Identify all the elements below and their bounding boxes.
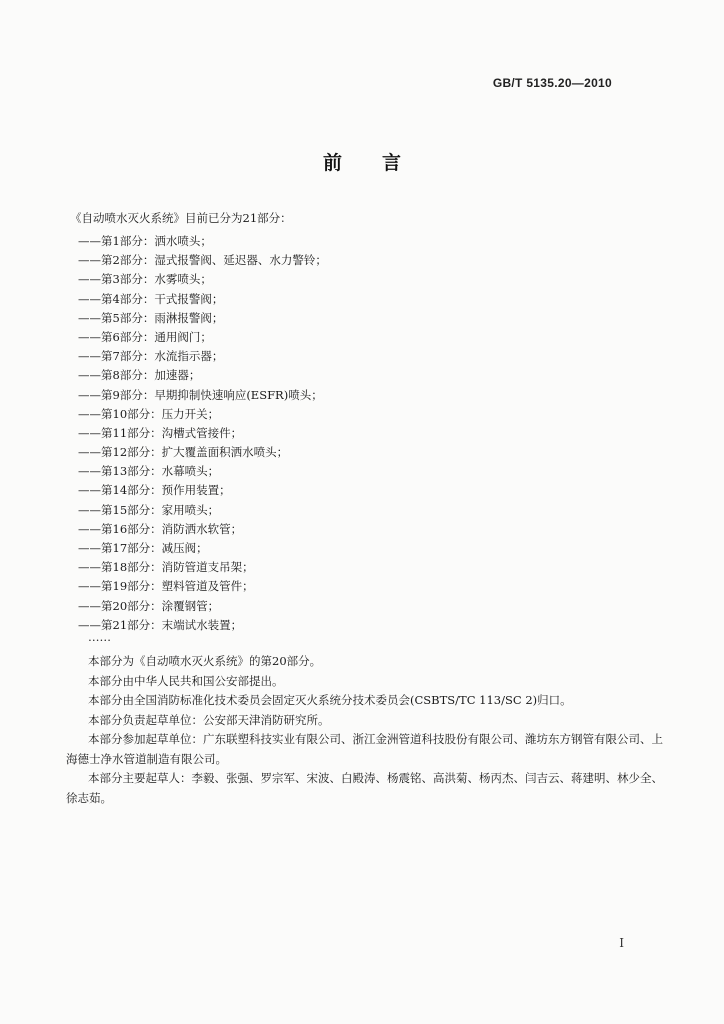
body-text [66,652,666,808]
page-number: I [619,936,624,950]
parts-list [78,232,327,635]
page-title: 前言 [322,152,441,174]
list-item: ——第5部分：雨淋报警阀； [78,310,224,325]
list-item: ——第6部分：通用阀门； [78,329,212,344]
list-item: ——第14部分：预作用装置； [78,483,231,498]
list-item: ——第17部分：减压阀； [78,541,208,555]
list-item: ——第12部分：扩大覆盖面积洒水喷头； [78,445,289,460]
list-item: ——第11部分：沟槽式管接件； [78,425,243,440]
list-item: ——第15部分：家用喷头； [78,502,220,517]
paragraph: 本部分由全国消防标准化技术委员会固定灭火系统分技术委员会(CSBTS/TC 113/SC 2)归口。 [88,693,572,707]
list-item: ——第1部分：洒水喷头； [78,234,212,248]
list-item: ——第3部分：水雾喷头； [78,272,212,287]
list-item: ——第16部分：消防洒水软管； [78,521,243,536]
paragraph: 本部分由中华人民共和国公安部提出。 [88,673,284,688]
list-item: ——第9部分：早期抑制快速响应(ESFR)喷头； [78,387,323,402]
list-item: ——第21部分：末端试水装置； [78,617,243,632]
list-item: ——第2部分：湿式报警阀、延迟器、水力警铃； [78,253,327,268]
paragraph: 本部分为《自动喷水灭火系统》的第20部分。 [88,654,322,668]
standard-number: GB/T 5135.20—2010 [492,76,612,90]
list-item: ——第10部分：压力开关； [78,406,220,421]
list-item: ——第13部分：水幕喷头； [78,464,220,479]
list-item: ——第7部分：水流指示器； [78,349,224,364]
paragraph: 本部分参加起草单位：广东联塑科技实业有限公司、浙江金洲管道科技股份有限公司、潍坊东方钢管有限公司、上海德士净水管道制造有限公司。 [66,732,663,766]
intro-line: 《自动喷水灭火系统》目前已分为21部分： [70,211,292,225]
ellipsis: …… [88,630,111,644]
paragraph: 本部分主要起草人：李毅、张强、罗宗军、宋波、白殿涛、杨震铭、高洪菊、杨丙杰、闫吉云、蒋建明、林少全、徐志茹。 [66,771,663,805]
list-item: ——第4部分：干式报警阀； [78,291,224,306]
paragraph: 本部分负责起草单位：公安部天津消防研究所。 [88,712,330,727]
list-item: ——第8部分：加速器； [78,368,201,383]
list-item: ——第20部分：涂覆钢管； [78,598,220,613]
list-item: ——第19部分：塑料管道及管件； [78,579,254,594]
list-item: ——第18部分：消防管道支吊架； [78,560,254,575]
